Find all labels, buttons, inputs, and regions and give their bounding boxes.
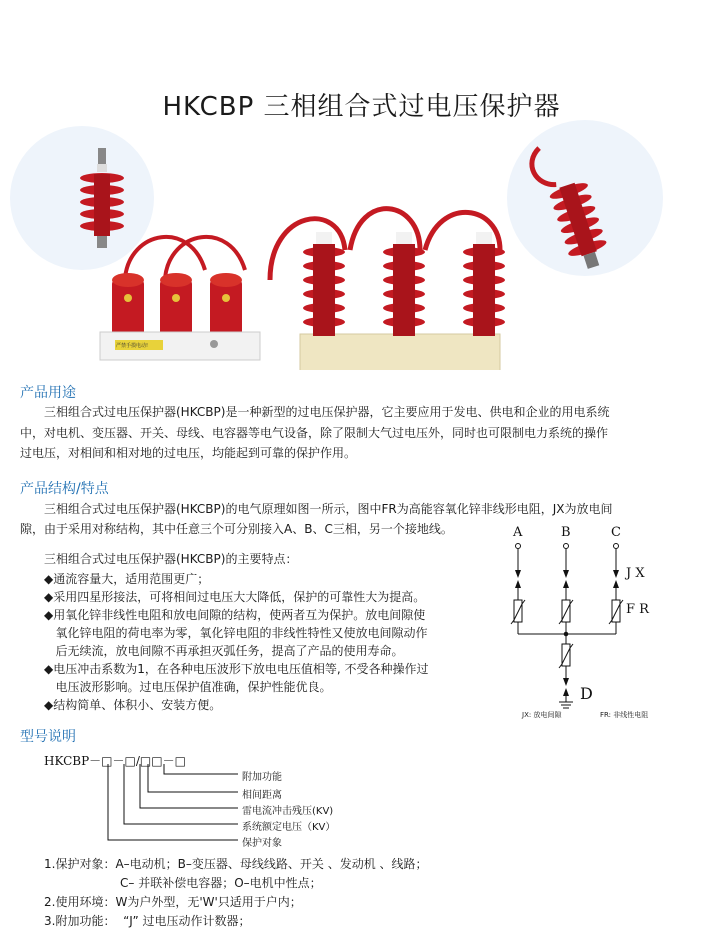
usage-line-1: 三相组合式过电压保护器(HKCBP)是一种新型的过电压保护器，它主要应用于发电、供电和企业的用电系统 [44,405,610,419]
model-heading: 型号说明 [20,729,76,745]
product-photos-svg [0,120,723,370]
phase-b-label: B [561,525,571,540]
feature-item: ◆电压冲击系数为1，在各种电压波形下放电电压值相等, 不受各种操作过 [44,662,429,676]
usage-heading: 产品用途 [20,385,76,401]
feature-item: ◆通流容量大，适用范围更广； [44,572,210,586]
note-line-3: 2.使用环境：W为户外型，无'W'只适用于户内； [44,895,302,909]
legend-protected-object: 保护对象 [242,838,282,849]
legend-fr: FR: 非线性电阻 [600,711,649,719]
usage-line-3: 过电压，对相间和相对地的过电压，均能起到可靠的保护作用。 [20,446,357,460]
feature-item: 氧化锌电阻的荷电率为零，氧化锌电阻的非线性特性又使放电间隙动作 [44,626,428,640]
legend-lightning-residual: 雷电流冲击残压(KV) [242,806,334,817]
note-line-2: C– 并联补偿电容器；O–电机中性点； [120,876,322,890]
features-list [44,570,474,714]
legend-additional-function: 附加功能 [242,772,282,783]
features-intro: 三相组合式过电压保护器(HKCBP)的主要特点： [44,552,298,566]
feature-item: 电压波形影响。过电压保护值准确，保护性能优良。 [44,680,332,694]
ground-label: D [580,684,593,703]
left-photo-glow [10,126,154,270]
box-warning-label: 严禁手摸电动! [116,343,149,349]
phase-a-label: A [513,525,523,540]
structure-line-1: 三相组合式过电压保护器(HKCBP)的电气原理如图一所示，图中FR为高能容氧化锌非线形电阻，JX为放电间 [44,502,613,516]
phase-c-label: C [611,525,621,540]
structure-heading: 产品结构/特点 [20,481,109,497]
legend-phase-distance: 相间距离 [242,790,282,801]
feature-item: ◆用氧化锌非线性电阻和放电间隙的结构，使两者互为保护。放电间隙使 [44,608,426,622]
note-line-1: 1.保护对象：A–电动机；B–变压器、母线线路、开关 、发动机 、线路； [44,857,428,871]
page-title: HKCBP 三相组合式过电压保护器 [162,92,561,122]
note-line-4: 3.附加功能： “J” 过电压动作计数器； [44,914,251,928]
circuit-diagram [500,522,700,722]
feature-item: ◆结构简单、体积小、安装方便。 [44,698,222,712]
legend-rated-voltage: 系统额定电压（KV） [242,822,336,833]
model-code: HKCBP－□－□/□□－□ [44,754,186,768]
circuit-diagram-svg [500,522,700,722]
large-unit [270,209,505,370]
usage-line-2: 中，对电机、变压器、开关、母线、电容器等电气设备，除了限制大气过电压外，同时也可限制电力系统的操作 [20,426,609,440]
feature-item: ◆采用四星形接法，可将相间过电压大大降低，保护的可靠性大为提高。 [44,590,426,604]
structure-line-2: 隙，由于采用对称结构，其中任意三个可分别接入A、B、C三相，另一个接地线。 [20,522,453,536]
product-photos [0,120,723,370]
feature-item: 后无续流，放电间隙不再承担灭弧任务，提高了产品的使用寿命。 [44,644,404,658]
legend-jx: JX: 放电间隙 [522,711,562,719]
jx-label: J X [626,566,645,581]
fr-label: F R [626,602,649,617]
